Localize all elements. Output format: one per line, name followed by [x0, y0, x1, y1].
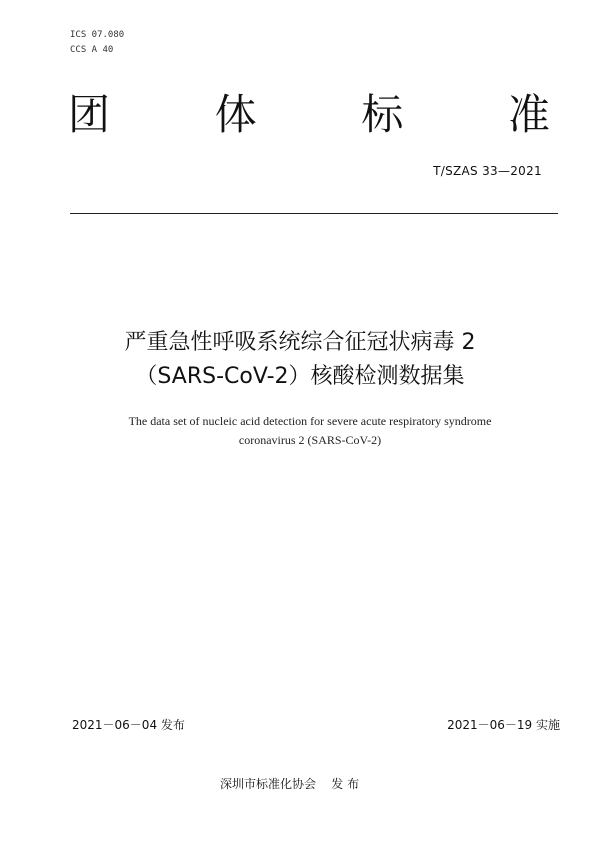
- issue-date: 2021－06－04 发布: [72, 718, 185, 732]
- publisher: 深圳市标准化协会 发 布: [220, 777, 360, 791]
- english-title-line-1: The data set of nucleic acid detection for severe acute respiratory syndrome: [128, 414, 492, 428]
- standard-number: T/SZAS 33—2021: [433, 164, 542, 178]
- ics-code: ICS 07.080: [70, 30, 125, 40]
- chinese-title: [0, 326, 600, 394]
- title-char-4: 准: [507, 90, 550, 139]
- implementation-date: 2021－06－19 实施: [447, 718, 560, 732]
- classification-codes: [70, 28, 124, 58]
- title-char-2: 体: [214, 90, 257, 139]
- english-title-line-2: coronavirus 2 (SARS-CoV-2): [238, 433, 382, 447]
- header-divider: [70, 213, 558, 214]
- document-type-title: [68, 90, 550, 140]
- chinese-title-line-1: 严重急性呼吸系统综合征冠状病毒 2: [124, 330, 476, 355]
- ccs-code: CCS A 40: [70, 45, 114, 55]
- title-char-3: 标: [361, 90, 404, 139]
- title-char-1: 团: [68, 90, 111, 139]
- chinese-title-line-2: （SARS-CoV-2）核酸检测数据集: [135, 364, 465, 389]
- english-title: [0, 412, 600, 450]
